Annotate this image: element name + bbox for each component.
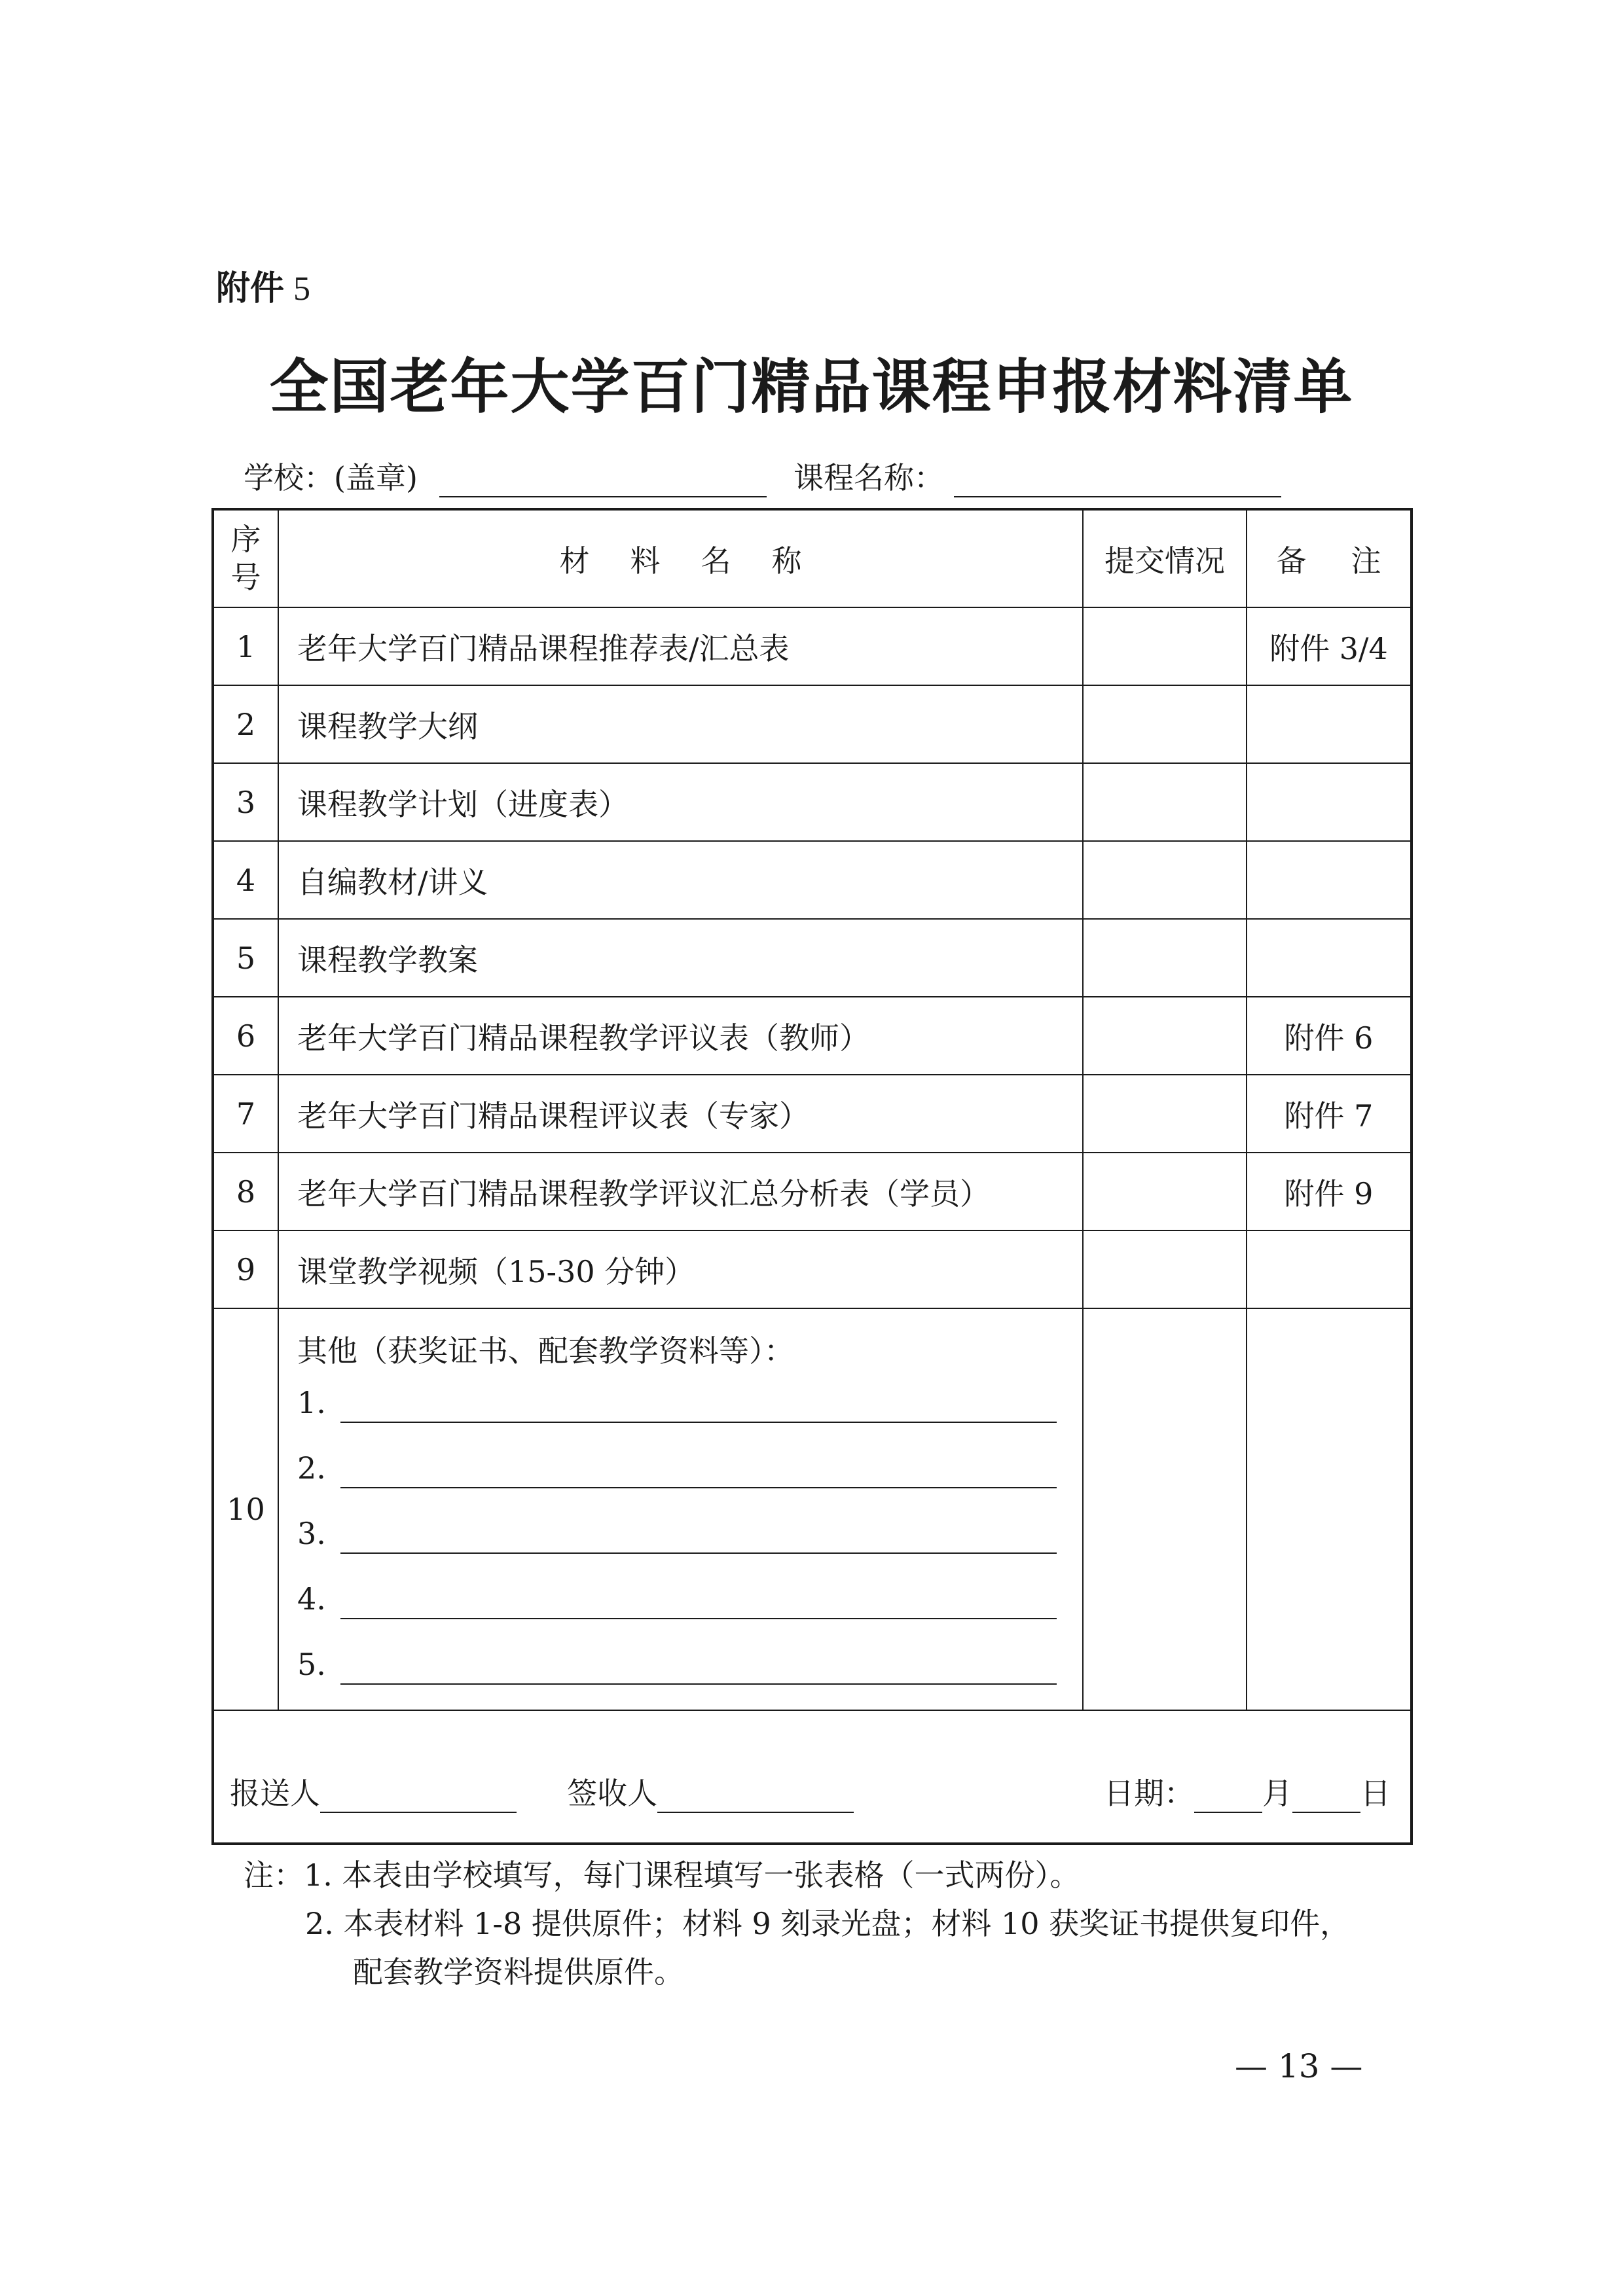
row-remark: [1247, 841, 1412, 919]
receiver-blank[interactable]: [657, 1782, 854, 1813]
row-remark: [1247, 763, 1412, 841]
header-index: 序号: [213, 509, 278, 607]
course-label: 课程名称：: [793, 460, 944, 495]
row-remark: [1247, 1230, 1412, 1308]
sender-blank[interactable]: [320, 1782, 517, 1813]
row-material-name: 课程教学大纲: [278, 685, 1083, 763]
day-blank[interactable]: [1292, 1782, 1360, 1813]
row-submission[interactable]: [1083, 1153, 1247, 1230]
row-remark: [1247, 919, 1412, 997]
materials-table: [211, 508, 1426, 1845]
date-label: 日期：: [1104, 1776, 1194, 1811]
table-row: [213, 685, 1412, 763]
row-material-name: 老年大学百门精品课程推荐表/汇总表: [278, 607, 1083, 685]
row-index: 7: [213, 1075, 278, 1153]
course-field: [793, 454, 1281, 497]
table-footer-row: [213, 1710, 1412, 1844]
row-remark: [1247, 1308, 1412, 1710]
row-index: 4: [213, 841, 278, 919]
header-submission: 提交情况: [1083, 509, 1247, 607]
row-submission[interactable]: [1083, 1308, 1247, 1710]
table-row: [213, 763, 1412, 841]
table-row: [213, 1153, 1412, 1230]
day-label: 日: [1360, 1776, 1391, 1811]
row-submission[interactable]: [1083, 841, 1247, 919]
row-submission[interactable]: [1083, 1075, 1247, 1153]
row-material-name: 老年大学百门精品课程教学评议汇总分析表（学员）: [278, 1153, 1083, 1230]
row-submission[interactable]: [1083, 607, 1247, 685]
row-material-name: 老年大学百门精品课程教学评议表（教师）: [278, 997, 1083, 1075]
row-submission[interactable]: [1083, 685, 1247, 763]
other-title: 其他（获奖证书、配套教学资料等）：: [297, 1333, 794, 1369]
row-index: 9: [213, 1230, 278, 1308]
month-blank[interactable]: [1194, 1782, 1262, 1813]
row-index: 3: [213, 763, 278, 841]
table-row: [213, 919, 1412, 997]
other-blank-line[interactable]: 1.: [297, 1386, 1057, 1423]
row-submission[interactable]: [1083, 919, 1247, 997]
sender-label: 报送人: [230, 1776, 320, 1811]
note-item: 1. 本表由学校填写，每门课程填写一张表格（一式两份）。: [304, 1857, 1080, 1893]
receiver-label: 签收人: [567, 1776, 658, 1811]
table-header-row: [213, 509, 1412, 607]
school-blank[interactable]: [439, 466, 767, 497]
other-blank-line[interactable]: 5.: [297, 1648, 1057, 1685]
table-row: [213, 841, 1412, 919]
page-title: 全国老年大学百门精品课程申报材料清单: [269, 353, 1354, 422]
row-material-name: 自编教材/讲义: [278, 841, 1083, 919]
header-material-name: 材料名称: [278, 509, 1083, 607]
row-material-name: 课程教学教案: [278, 919, 1083, 997]
notes-prefix: 注：: [244, 1857, 304, 1893]
row-index: 5: [213, 919, 278, 997]
row-index: 1: [213, 607, 278, 685]
row-material-name: 课堂教学视频（15-30 分钟）: [278, 1230, 1083, 1308]
table-row-other: [213, 1308, 1412, 1710]
other-blank-line[interactable]: 4.: [297, 1583, 1057, 1619]
table-row: [213, 1075, 1412, 1153]
row-material-name: 老年大学百门精品课程评议表（专家）: [278, 1075, 1083, 1153]
notes: [244, 1851, 1350, 1996]
row-remark: 附件 7: [1247, 1075, 1412, 1153]
header-remarks: 备注: [1247, 509, 1412, 607]
note-continuation: 配套教学资料提供原件。: [353, 1954, 684, 1990]
school-label: 学校：(盖章): [244, 460, 418, 495]
table-row: [213, 1230, 1412, 1308]
other-blank-line[interactable]: 3.: [297, 1517, 1057, 1554]
other-blank-line[interactable]: 2.: [297, 1452, 1057, 1488]
row-remark: 附件 6: [1247, 997, 1412, 1075]
row-remark: 附件 9: [1247, 1153, 1412, 1230]
attachment-number: 5: [293, 270, 311, 308]
course-blank[interactable]: [954, 466, 1281, 497]
row-material-name: 课程教学计划（进度表）: [278, 763, 1083, 841]
row-submission[interactable]: [1083, 997, 1247, 1075]
note-item: 2. 本表材料 1-8 提供原件；材料 9 刻录光盘；材料 10 获奖证书提供复印件，: [305, 1906, 1351, 1941]
row-index: 2: [213, 685, 278, 763]
row-index: 8: [213, 1153, 278, 1230]
row-remark: 附件 3/4: [1247, 607, 1412, 685]
row-remark: [1247, 685, 1412, 763]
school-field: [244, 454, 767, 497]
row-submission[interactable]: [1083, 763, 1247, 841]
attachment-label: 附件 5: [216, 269, 311, 308]
table-row: [213, 607, 1412, 685]
row-other-materials: [278, 1308, 1083, 1710]
table-row: [213, 997, 1412, 1075]
page-number: — 13 —: [1235, 2047, 1363, 2085]
signature-cell: [213, 1710, 1412, 1844]
month-label: 月: [1262, 1776, 1292, 1811]
row-index: 6: [213, 997, 278, 1075]
row-submission[interactable]: [1083, 1230, 1247, 1308]
row-index: 10: [213, 1308, 278, 1710]
